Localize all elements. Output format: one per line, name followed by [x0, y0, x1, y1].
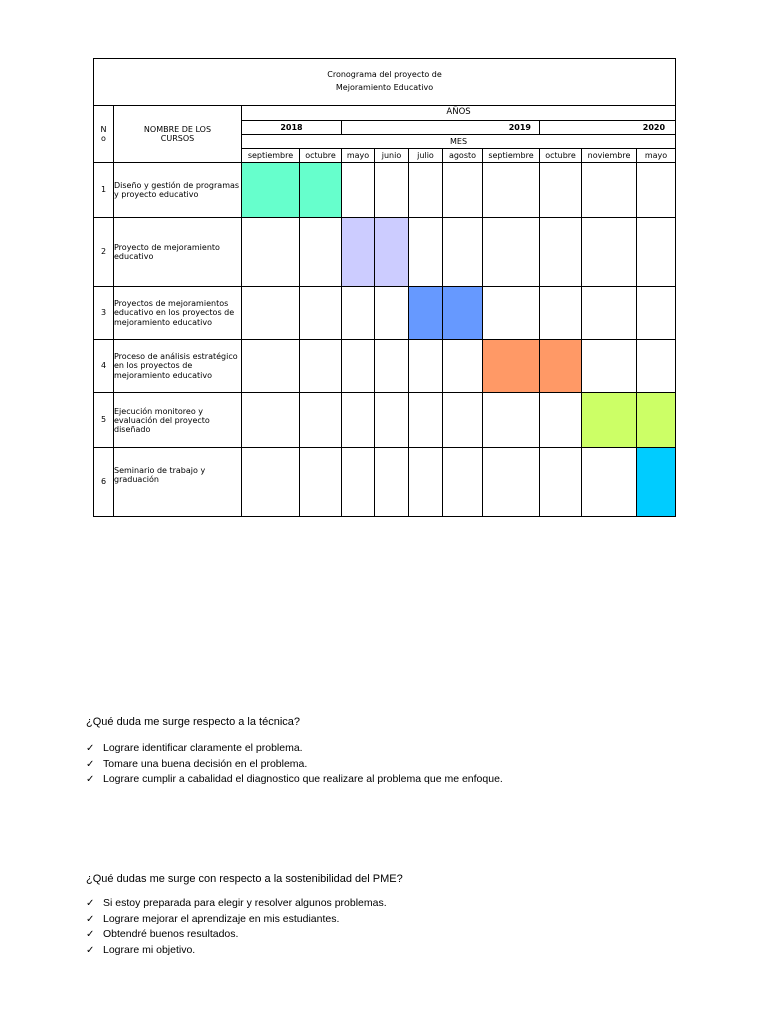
gantt-empty-cell	[443, 218, 483, 287]
gantt-empty-cell	[409, 393, 443, 448]
gantt-empty-cell	[342, 340, 375, 393]
course-row	[94, 163, 676, 218]
checklist-item-text: Lograre identificar claramente el problema.	[103, 742, 303, 754]
checkmark-icon: ✓	[86, 758, 95, 770]
gantt-bar-cell	[637, 448, 676, 517]
gantt-empty-cell	[483, 287, 540, 340]
gantt-empty-cell	[375, 448, 409, 517]
gantt-bar-cell	[375, 218, 409, 287]
checklist-item-text: Obtendré buenos resultados.	[103, 928, 239, 940]
checklist-item	[86, 927, 387, 943]
gantt-empty-cell	[637, 340, 676, 393]
year-2020: 2020	[540, 121, 676, 135]
checkmark-icon: ✓	[86, 929, 95, 940]
year-2019: 2019	[342, 121, 540, 135]
gantt-empty-cell	[443, 393, 483, 448]
number-column-header: N o	[94, 106, 114, 163]
gantt-empty-cell	[582, 163, 637, 218]
gantt-empty-cell	[242, 218, 300, 287]
checklist-item-text: Lograre mi objetivo.	[103, 943, 196, 956]
sustainability-checklist	[86, 896, 387, 958]
course-row	[94, 340, 676, 393]
checklist-item	[86, 943, 387, 959]
gantt-empty-cell	[483, 393, 540, 448]
checklist-item-text: Tomare una buena decisión en el problema.	[103, 757, 308, 770]
gantt-empty-cell	[409, 448, 443, 517]
month-header-cell: mayo	[637, 149, 676, 163]
schedule-title-line1: Cronograma del proyecto de	[327, 70, 442, 80]
course-name: Seminario de trabajo y graduación	[114, 448, 242, 517]
checkmark-icon: ✓	[86, 944, 95, 956]
gantt-empty-cell	[300, 448, 342, 517]
month-header-cell: octubre	[300, 149, 342, 163]
course-row	[94, 287, 676, 340]
month-header-cell: septiembre	[242, 149, 300, 163]
checklist-item	[86, 912, 387, 928]
gantt-empty-cell	[242, 393, 300, 448]
question-sustainability: ¿Qué dudas me surge con respecto a la sostenibilidad del PME?	[86, 873, 403, 885]
gantt-bar-cell	[242, 163, 300, 218]
checkmark-icon: ✓	[86, 898, 95, 909]
gantt-empty-cell	[443, 163, 483, 218]
gantt-empty-cell	[342, 448, 375, 517]
gantt-empty-cell	[582, 287, 637, 340]
gantt-empty-cell	[409, 218, 443, 287]
gantt-empty-cell	[300, 287, 342, 340]
gantt-bar-cell	[342, 218, 375, 287]
gantt-empty-cell	[342, 393, 375, 448]
course-name: Ejecución monitoreo y evaluación del proyecto diseñado	[114, 393, 242, 448]
gantt-empty-cell	[540, 448, 582, 517]
month-header-cell: mayo	[342, 149, 375, 163]
course-number: 5	[94, 393, 114, 448]
checkmark-icon: ✓	[86, 743, 95, 754]
gantt-empty-cell	[300, 340, 342, 393]
month-header-cell: julio	[409, 149, 443, 163]
gantt-empty-cell	[300, 218, 342, 287]
course-number: 4	[94, 340, 114, 393]
course-number: 1	[94, 163, 114, 218]
course-name-column-header: NOMBRE DE LOS CURSOS	[114, 106, 242, 163]
checklist-item-text: Lograre cumplir a cabalidad el diagnostico que realizare al problema que me enfoque.	[103, 773, 503, 785]
gantt-empty-cell	[409, 163, 443, 218]
gantt-bar-cell	[540, 340, 582, 393]
checkmark-icon: ✓	[86, 913, 95, 925]
gantt-empty-cell	[483, 163, 540, 218]
course-row	[94, 448, 676, 517]
course-name: Proyectos de mejoramientos educativo en los proyectos de mejoramiento educativo	[114, 287, 242, 340]
month-header-cell: noviembre	[582, 149, 637, 163]
course-name: Proceso de análisis estratégico en los proyectos de mejoramiento educativo	[114, 340, 242, 393]
month-header: MES	[242, 135, 676, 149]
gantt-empty-cell	[540, 163, 582, 218]
gantt-bar-cell	[443, 287, 483, 340]
gantt-empty-cell	[637, 218, 676, 287]
gantt-empty-cell	[375, 163, 409, 218]
years-header: AÑOS	[242, 106, 676, 121]
checklist-item-text: Si estoy preparada para elegir y resolver algunos problemas.	[103, 897, 387, 909]
gantt-empty-cell	[443, 448, 483, 517]
gantt-empty-cell	[540, 218, 582, 287]
gantt-empty-cell	[582, 218, 637, 287]
checklist-item	[86, 741, 503, 757]
gantt-empty-cell	[342, 287, 375, 340]
checklist-item	[86, 757, 503, 773]
schedule-table	[93, 58, 676, 517]
course-row	[94, 218, 676, 287]
month-header-cell: junio	[375, 149, 409, 163]
question-technique: ¿Qué duda me surge respecto a la técnica?	[86, 716, 301, 728]
gantt-bar-cell	[483, 340, 540, 393]
checkmark-icon: ✓	[86, 774, 95, 785]
gantt-empty-cell	[242, 340, 300, 393]
course-number: 3	[94, 287, 114, 340]
gantt-bar-cell	[637, 393, 676, 448]
gantt-empty-cell	[483, 448, 540, 517]
schedule-title	[94, 59, 676, 106]
gantt-empty-cell	[582, 340, 637, 393]
month-header-cell: agosto	[443, 149, 483, 163]
course-row	[94, 393, 676, 448]
gantt-empty-cell	[242, 448, 300, 517]
gantt-empty-cell	[443, 340, 483, 393]
checklist-item-text: Lograre mejorar el aprendizaje en mis estudiantes.	[103, 912, 340, 925]
course-number: 2	[94, 218, 114, 287]
gantt-bar-cell	[582, 393, 637, 448]
gantt-empty-cell	[375, 340, 409, 393]
gantt-empty-cell	[483, 218, 540, 287]
schedule-title-line2: Mejoramiento Educativo	[335, 83, 434, 92]
gantt-empty-cell	[342, 163, 375, 218]
course-name: Diseño y gestión de programas y proyecto educativo	[114, 163, 242, 218]
course-name: Proyecto de mejoramiento educativo	[114, 218, 242, 287]
gantt-empty-cell	[637, 163, 676, 218]
month-header-cell: septiembre	[483, 149, 540, 163]
gantt-empty-cell	[375, 393, 409, 448]
course-number: 6	[94, 448, 114, 517]
technique-checklist	[86, 741, 503, 788]
gantt-empty-cell	[582, 448, 637, 517]
gantt-empty-cell	[540, 393, 582, 448]
checklist-item	[86, 896, 387, 912]
gantt-empty-cell	[300, 393, 342, 448]
gantt-bar-cell	[300, 163, 342, 218]
gantt-empty-cell	[409, 340, 443, 393]
gantt-empty-cell	[242, 287, 300, 340]
gantt-empty-cell	[637, 287, 676, 340]
gantt-empty-cell	[375, 287, 409, 340]
checklist-item	[86, 772, 503, 788]
gantt-bar-cell	[409, 287, 443, 340]
gantt-empty-cell	[540, 287, 582, 340]
month-header-cell: octubre	[540, 149, 582, 163]
year-2018: 2018	[242, 121, 342, 135]
